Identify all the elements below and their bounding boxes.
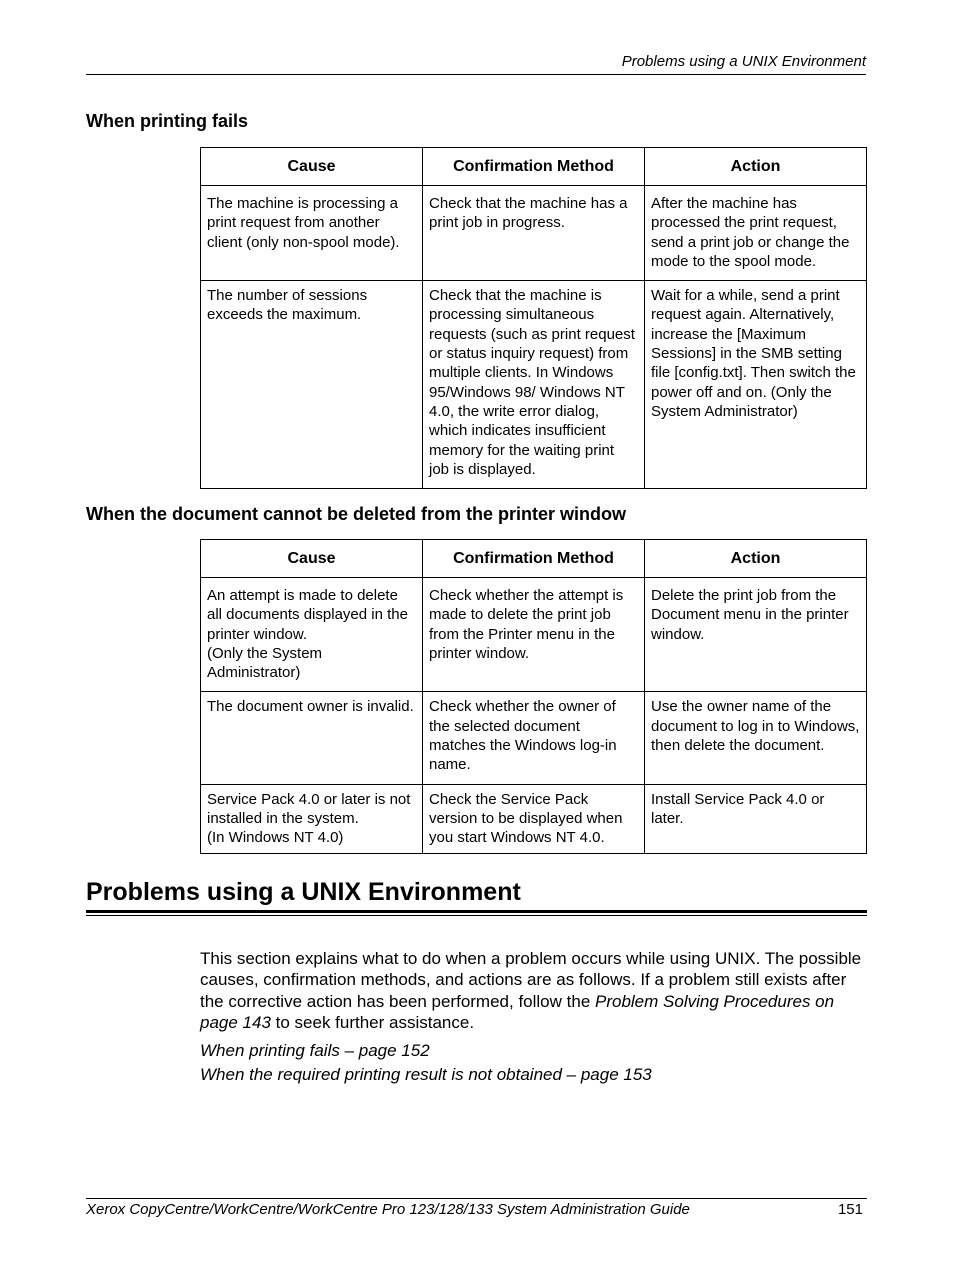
confirmation-cell: Check that the machine is processing simultaneous requests (such as print request or status inquiry request) from multiple clients. In Windows 95/Windows 98/ Windows NT 4.0, the write error dialog, which indicates insufficient memory for the waiting print job is displayed. [423, 281, 645, 489]
column-header-action: Action [645, 148, 867, 186]
header-rule [86, 74, 866, 75]
page-number: 151 [837, 1201, 863, 1218]
cause-cell [201, 581, 423, 692]
cause-line: (Only the System Administrator) [207, 644, 323, 682]
action-cell: Wait for a while, send a print request again. Alternatively, increase the [Maximum Sessions] in the SMB setting file [config.txt]. Then switch the power off and on. (Only the System Administrator) [645, 281, 867, 489]
action-cell: Use the owner name of the document to log in to Windows, then delete the document. [645, 692, 867, 784]
title-rule [86, 915, 867, 916]
title-rule [86, 910, 867, 913]
cause-line: (In Windows NT 4.0) [207, 829, 344, 847]
table-header-row [201, 148, 867, 186]
cannot-delete-table [200, 539, 867, 854]
running-header: Problems using a UNIX Environment [621, 53, 866, 70]
table-row [201, 784, 867, 853]
column-header-confirmation: Confirmation Method [423, 148, 645, 186]
table-row [201, 581, 867, 692]
cause-line: An attempt is made to delete all documents displayed in the printer window. [207, 587, 408, 643]
column-header-cause: Cause [201, 148, 423, 186]
cause-cell: The machine is processing a print request from another client (only non-spool mode). [201, 189, 423, 281]
cause-cell: The document owner is invalid. [201, 692, 423, 784]
confirmation-cell: Check the Service Pack version to be displayed when you start Windows NT 4.0. [423, 784, 645, 853]
column-header-action: Action [645, 540, 867, 578]
link-required-result[interactable]: When the required printing result is not obtained – page 153 [200, 1065, 652, 1084]
link-printing-fails[interactable]: When printing fails – page 152 [200, 1041, 430, 1060]
footer-title: Xerox CopyCentre/WorkCentre/WorkCentre Pro 123/128/133 System Administration Guide [86, 1201, 690, 1218]
action-cell: Delete the print job from the Document menu in the printer window. [645, 581, 867, 692]
intro-text: This section explains what to do when a problem occurs while using UNIX. The possible causes, confirmation methods, and actions are as follows. If a problem still exists after the corrective action has been performed, follow the [200, 949, 862, 1011]
table-header-row [201, 540, 867, 578]
confirmation-cell: Check whether the attempt is made to delete the print job from the Printer menu in the printer window. [423, 581, 645, 692]
column-header-cause: Cause [201, 540, 423, 578]
action-cell: After the machine has processed the print request, send a print job or change the mode to the spool mode. [645, 189, 867, 281]
table-row [201, 189, 867, 281]
problem-solving-link[interactable]: Problem Solving Procedures on page 143 [200, 991, 835, 1032]
section-heading-cannot-delete: When the document cannot be deleted from the printer window [86, 504, 627, 524]
cause-line: Service Pack 4.0 or later is not installed in the system. [207, 790, 411, 827]
column-header-confirmation: Confirmation Method [423, 540, 645, 578]
table-row [201, 281, 867, 489]
cause-cell: The number of sessions exceeds the maximum. [201, 281, 423, 489]
section-heading-printing-fails: When printing fails [86, 111, 248, 131]
intro-text: to seek further assistance. [270, 1012, 475, 1032]
page-title: Problems using a UNIX Environment [86, 878, 521, 906]
footer-rule [86, 1198, 867, 1199]
table-row [201, 692, 867, 784]
cause-cell [201, 784, 423, 853]
confirmation-cell: Check that the machine has a print job in progress. [423, 189, 645, 281]
intro-paragraph [200, 948, 866, 1033]
action-cell: Install Service Pack 4.0 or later. [645, 784, 867, 853]
confirmation-cell: Check whether the owner of the selected document matches the Windows log-in name. [423, 692, 645, 784]
printing-fails-table [200, 147, 867, 489]
